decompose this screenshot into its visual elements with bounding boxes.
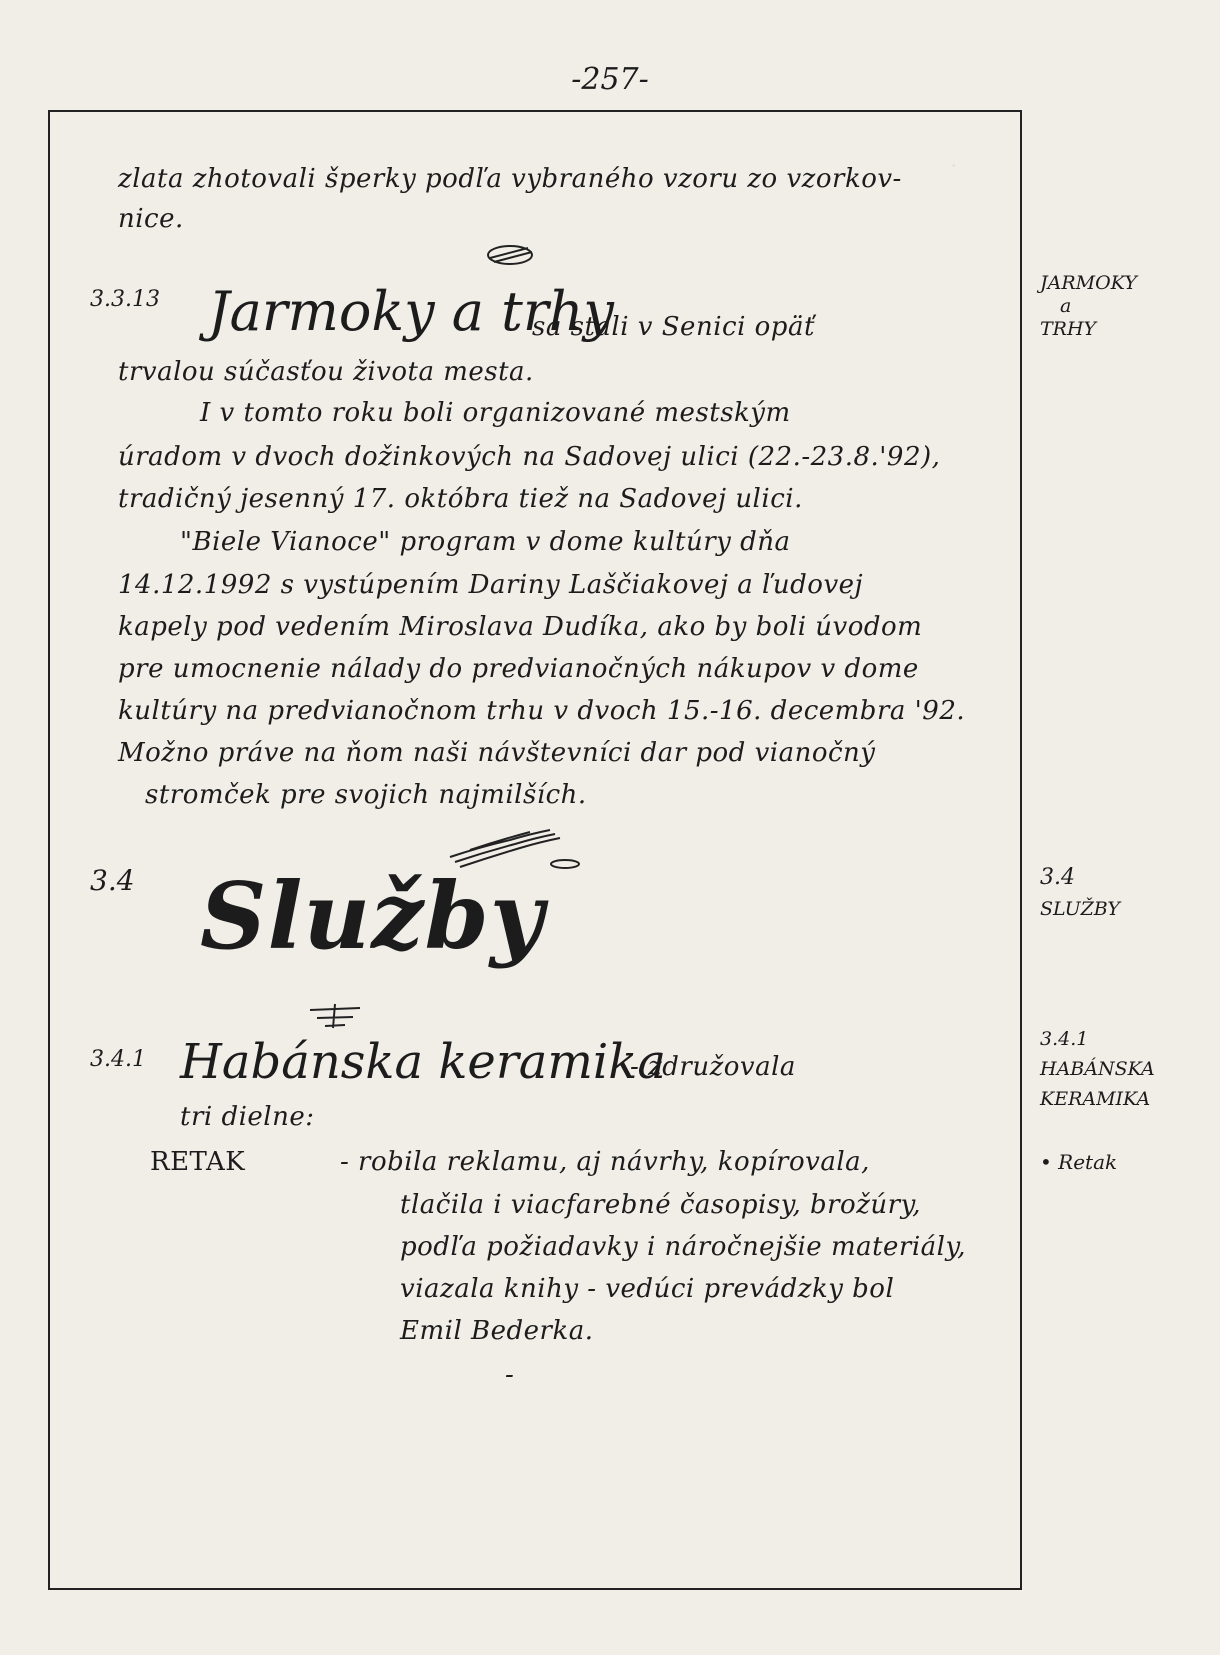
text-line: Možno práve na ňom naši návštevníci dar pod vianočný	[118, 738, 876, 768]
text-line: nice.	[118, 204, 184, 234]
text-line: kapely pod vedením Miroslava Dudíka, ako by boli úvodom	[118, 612, 923, 642]
text-line: - robila reklamu, aj návrhy, kopírovala,	[340, 1147, 870, 1177]
text-line: tlačila i viacfarebné časopisy, brožúry,	[400, 1190, 922, 1220]
text-line: viazala knihy - vedúci prevádzky bol	[400, 1274, 895, 1304]
text-line: "Biele Vianoce" program v dome kultúry dňa	[180, 527, 791, 557]
ornament-mark	[480, 240, 540, 270]
section-number: 3.4.1	[90, 1047, 146, 1072]
margin-note: 3.4	[1040, 865, 1075, 890]
margin-note: 3.4.1	[1040, 1028, 1089, 1050]
text-line: RETAK	[150, 1147, 246, 1177]
margin-note: • Retak	[1040, 1150, 1118, 1174]
text-line: zlata zhotovali šperky podľa vybraného vzoru zo vzorkov-	[118, 164, 902, 194]
section-title: Habánska keramika	[180, 1034, 666, 1090]
margin-note: HABÁNSKA	[1040, 1058, 1155, 1080]
text-line: tri dielne:	[180, 1102, 315, 1132]
text-line: trvalou súčasťou života mesta.	[118, 357, 534, 387]
text-line: I v tomto roku boli organizované mestským	[200, 398, 791, 428]
text-line: -	[505, 1360, 515, 1390]
margin-note: JARMOKY	[1040, 272, 1137, 294]
section-title: Jarmoky a trhy	[208, 280, 614, 343]
text-line: sa stali v Senici opäť	[532, 312, 815, 342]
section-title: Služby	[200, 862, 545, 970]
text-line: - združovala	[630, 1052, 796, 1082]
text-line: úradom v dvoch dožinkových na Sadovej ulici (22.-23.8.'92),	[118, 442, 941, 472]
margin-note: SLUŽBY	[1040, 898, 1120, 920]
text-line: pre umocnenie nálady do predvianočných nákupov v dome	[118, 654, 919, 684]
text-line: podľa požiadavky i náročnejšie materiály,	[400, 1232, 966, 1262]
text-line: Emil Bederka.	[400, 1316, 594, 1346]
page-frame: · zlata zhotovali šperky podľa vybraného vzoru zo vzorkov- nice. 3.3.13 Jarmoky a trhy sa stali v Senici opäť trvalou súčasťou života mesta. I v tomto roku boli organizované mestským úradom v dvoch dožinkových na Sadovej ulici (22.-23.8.'92), tradičný jesenný 17. októbra tiež na Sadovej ulici. "Biele Vianoce" program v dome kultúry dňa 14.12.1992 s vystúpením Dariny Laščiakovej a ľudovej kapely pod vedením Miroslava Dudíka, ako by boli úvodom pre umocnenie nálady do predvianočných nákupov v dome kultúry na predvianočnom trhu v dvoch 15.-16. decembra '92. Možno práve na ňom naši návštevníci dar pod vianočný stromček pre svojich najmilších. 3.4 Služby 3.4.1 Habánska keramika - združovala tri dielne: RETAK - robila reklamu, aj návrhy, kopírovala, tlačila i viacfarebné časopisy, brožúry, podľa požiadavky i náročnejšie materiály, viazala knihy - vedúci prevádzky bol Emil Bederka. -	[48, 110, 1022, 1590]
margin-note: KERAMIKA	[1040, 1088, 1151, 1110]
text-line: kultúry na predvianočnom trhu v dvoch 15.-16. decembra '92.	[118, 696, 966, 726]
margin-note: a	[1060, 295, 1072, 317]
text-line: tradičný jesenný 17. októbra tiež na Sadovej ulici.	[118, 484, 803, 514]
page-number: -257-	[571, 62, 649, 97]
triple-underline	[305, 1002, 365, 1032]
text-line: stromček pre svojich najmilších.	[145, 780, 587, 810]
margin-note: TRHY	[1040, 318, 1097, 340]
text-line: 14.12.1992 s vystúpením Dariny Laščiakovej a ľudovej	[118, 570, 864, 600]
section-number: 3.3.13	[90, 287, 160, 312]
section-number: 3.4	[90, 864, 135, 897]
